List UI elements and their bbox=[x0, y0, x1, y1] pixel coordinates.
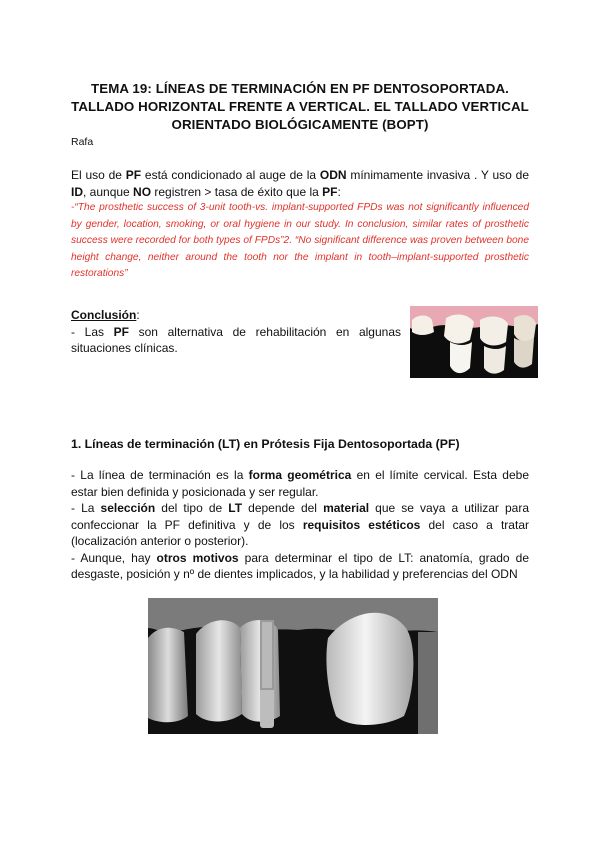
conclusion-block bbox=[71, 307, 401, 357]
bullet-bold: material bbox=[323, 501, 370, 515]
author-name: Rafa bbox=[71, 136, 94, 148]
intro-text: registren > tasa de éxito que la bbox=[151, 184, 323, 199]
conclusion-text bbox=[71, 324, 401, 357]
intro-paragraph bbox=[71, 167, 529, 200]
section-heading: 1. Líneas de terminación (LT) en Prótesis Fija Dentosoportada (PF) bbox=[71, 437, 460, 451]
bullet-text: que se vaya a utilizar para confeccionar la PF definitiva y de los bbox=[71, 501, 530, 532]
quote-text: “The prosthetic success of 3-unit tooth-vs. implant-supported FPDs was not significantly influenced by gender, location, smoking, or oral hygiene in our study. In conclusion, similar rates of prosthetic success were recorded for both types of FPDs”2. “No significant difference was proven between bone height change, neither around the tooth nor the implant in tooth–implant-supported prosthetic restorations” bbox=[71, 202, 529, 279]
bullet-bold: selección bbox=[100, 501, 156, 515]
conclusion-bold: PF bbox=[113, 324, 129, 339]
document-title bbox=[60, 80, 540, 134]
intro-text: El uso de bbox=[71, 168, 126, 182]
bullet-item bbox=[71, 550, 529, 583]
conclusion-colon: : bbox=[136, 308, 140, 322]
intro-bold: ID bbox=[71, 184, 83, 199]
intro-bold: PF bbox=[322, 184, 338, 199]
bullet-text: para determinar el tipo de LT: anatomía, grado de desgaste, posición y nº de dientes implicados, y la habilidad y preferencias del ODN bbox=[71, 550, 529, 581]
conclusion-text-part: son alternativa de rehabilitación en algunas situaciones clínicas. bbox=[71, 324, 401, 355]
bullet-item bbox=[71, 500, 529, 550]
dental-bridge-photo bbox=[410, 306, 538, 378]
intro-text: está condicionado al auge de la bbox=[141, 168, 320, 182]
bullet-bold: requisitos estéticos bbox=[302, 517, 421, 532]
intro-text: : bbox=[337, 184, 341, 199]
intro-text: mínimamente invasiva . Y uso de bbox=[346, 168, 530, 182]
bullet-bold: otros motivos bbox=[156, 550, 239, 565]
tooth-preparation-photo bbox=[148, 598, 438, 734]
bullet-item bbox=[71, 467, 529, 500]
conclusion-text-part: - Las bbox=[71, 324, 114, 339]
bullet-text: en el límite cervical. Esta debe estar bien definida y posicionada y ser regular. bbox=[71, 468, 529, 499]
bullet-text: - La línea de terminación es la bbox=[71, 468, 249, 482]
bullet-text: del tipo de bbox=[155, 501, 229, 515]
title-line-2: TALLADO HORIZONTAL FRENTE A VERTICAL. EL TALLADO VERTICAL bbox=[71, 99, 529, 114]
bullet-list bbox=[71, 467, 529, 583]
intro-bold: NO bbox=[133, 184, 152, 199]
bullet-text: - Aunque, hay bbox=[71, 550, 157, 565]
bullet-text: - La bbox=[71, 501, 101, 515]
bullet-text: del caso a tratar (localización anterior o posterior). bbox=[71, 517, 529, 548]
intro-text: , aunque bbox=[83, 184, 134, 199]
tooth-preparation-illustration bbox=[148, 598, 438, 734]
intro-bold: ODN bbox=[319, 168, 347, 182]
bullet-bold: forma geométrica bbox=[248, 468, 352, 482]
title-line-3: ORIENTADO BIOLÓGICAMENTE (BOPT) bbox=[171, 117, 429, 132]
intro-bold: PF bbox=[125, 168, 142, 182]
title-line-1: TEMA 19: LÍNEAS DE TERMINACIÓN EN PF DENTOSOPORTADA. bbox=[91, 81, 509, 96]
research-quote bbox=[71, 200, 529, 283]
dental-bridge-illustration bbox=[410, 306, 538, 378]
quote-prefix: - bbox=[71, 202, 75, 213]
conclusion-heading: Conclusión bbox=[71, 308, 137, 322]
bullet-bold: LT bbox=[228, 501, 243, 515]
bullet-text: depende del bbox=[242, 501, 324, 515]
